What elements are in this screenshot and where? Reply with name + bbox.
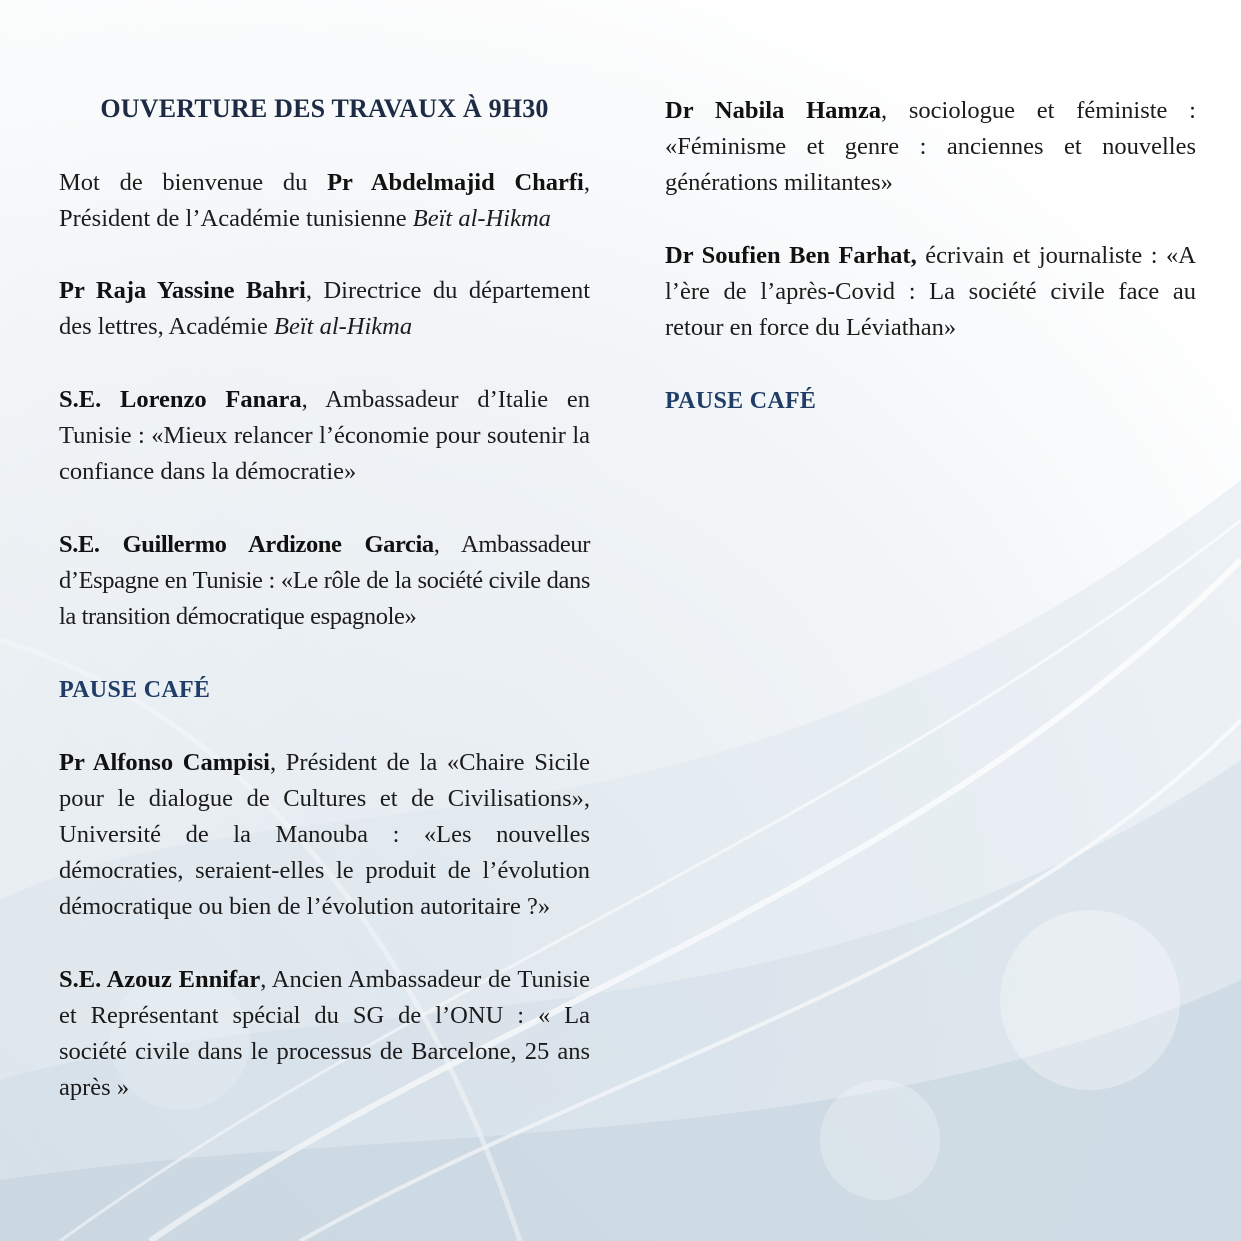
speaker-name: S.E. Azouz Ennifar xyxy=(59,966,261,993)
speaker-talk: écrivain et journaliste : «A l’ère de l’après-Covid : La société civile face au retour en force du Léviathan» xyxy=(665,242,1197,341)
institution-name: Beït al-Hikma xyxy=(412,205,551,232)
speaker-block-benfarhat xyxy=(665,238,1196,346)
speaker-block-fanara xyxy=(59,382,590,490)
speaker-talk: , sociologue et féministe : «Féminisme et genre : anciennes et nouvelles générations militantes» xyxy=(665,97,1196,196)
speaker-talk: , Ambassadeur d’Italie en Tunisie : «Mieux relancer l’économie pour soutenir la confiance dans la démocratie» xyxy=(59,386,590,485)
welcome-text: Mot de bienvenue du xyxy=(59,169,328,196)
speaker-talk: , Ancien Ambassadeur de Tunisie et Représentant spécial du SG de l’ONU : « La société civile dans le processus de Barcelone, 25 ans après » xyxy=(59,966,590,1101)
speaker-name: Pr Raja Yassine Bahri xyxy=(59,277,306,304)
institution-name: Beït al-Hikma xyxy=(273,313,413,340)
coffee-break-label: PAUSE CAFÉ xyxy=(59,677,211,703)
speaker-talk: , Président de la «Chaire Sicile pour le dialogue de Cultures et de Civilisations», Université de la Manouba : «Les nouvelles démocraties, seraient-elles le produit de l’évolution démocratique ou bien de l’évolution autoritaire ?» xyxy=(59,749,590,920)
speaker-block-bahri xyxy=(59,273,590,345)
left-column xyxy=(59,91,590,1143)
speaker-block-hamza xyxy=(665,93,1196,201)
welcome-block xyxy=(59,165,590,237)
speaker-role: , Président de l’Académie tunisienne xyxy=(59,169,590,232)
right-column xyxy=(665,93,1196,456)
speaker-name: Dr Soufien Ben Farhat, xyxy=(665,242,917,269)
speaker-talk: , Ambassadeur d’Espagne en Tunisie : «Le rôle de la société civile dans la transition démocratique espagnole» xyxy=(59,531,590,630)
speaker-block-campisi xyxy=(59,745,590,925)
speaker-name: S.E. Guillermo Ardizone Garcia xyxy=(59,531,434,558)
speaker-name: Dr Nabila Hamza xyxy=(665,97,881,124)
speaker-block-ennifar xyxy=(59,962,590,1106)
speaker-name: S.E. Lorenzo Fanara xyxy=(59,386,302,413)
speaker-name: Pr Abdelmajid Charfi xyxy=(327,169,584,196)
speaker-block-garcia xyxy=(59,527,590,635)
speaker-role: , Directrice du département des lettres, Académie xyxy=(59,277,590,340)
opening-heading: OUVERTURE DES TRAVAUX À 9H30 xyxy=(100,94,549,123)
coffee-break-label: PAUSE CAFÉ xyxy=(665,388,817,414)
speaker-name: Pr Alfonso Campisi xyxy=(59,749,270,776)
